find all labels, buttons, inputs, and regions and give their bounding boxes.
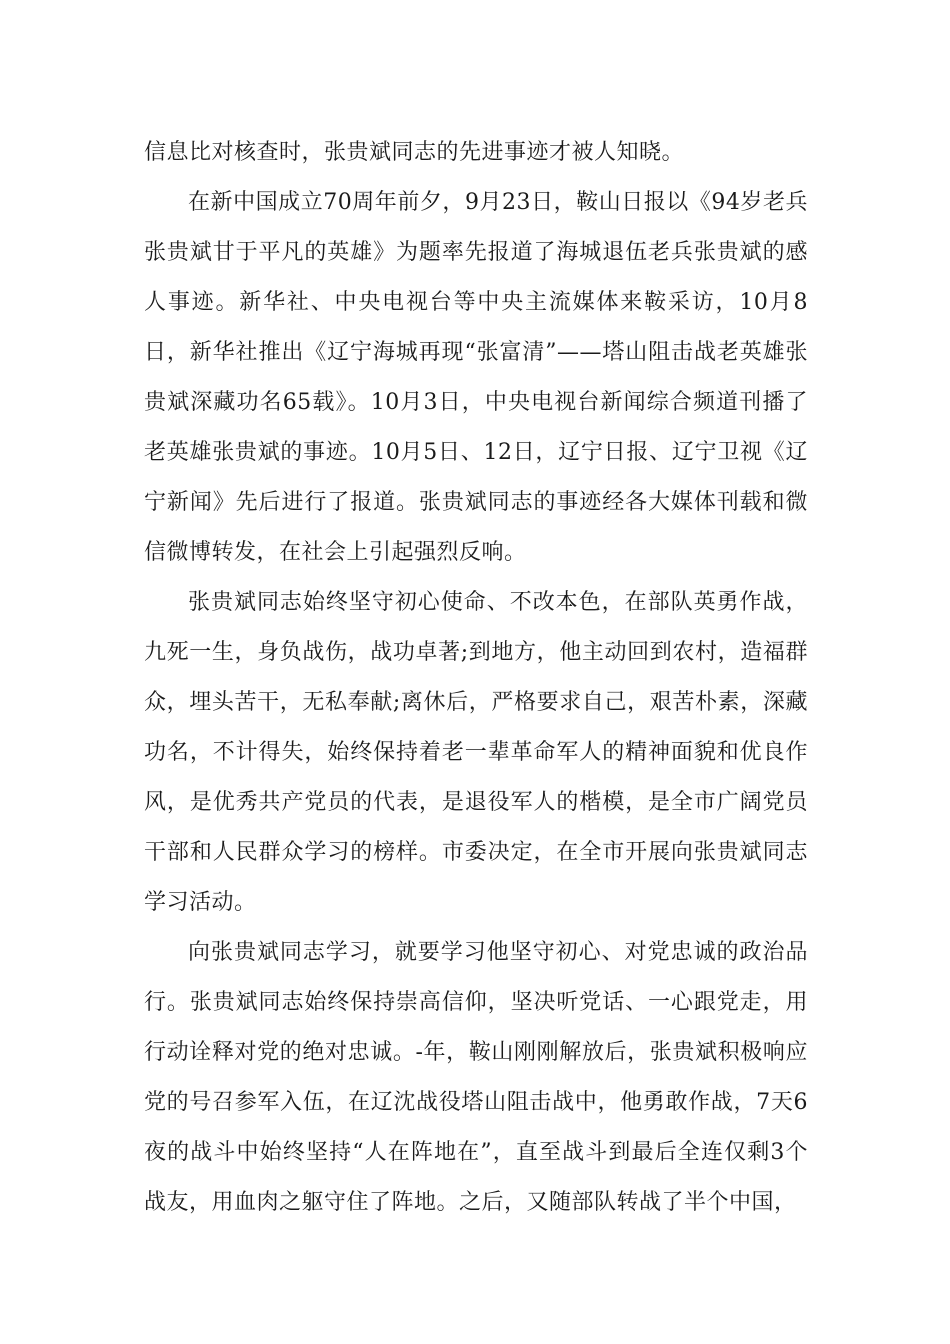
paragraph-political-character: 向张贵斌同志学习，就要学习他坚守初心、对党忠诚的政治品行。张贵斌同志始终保持崇高信仰，坚决听党话、一心跟党走，用行动诠释对党的绝对忠诚。-年，鞍山刚刚解放后，张贵斌积极响应党的号召参军入伍，在辽沈战役塔山阻击战中，他勇敢作战，7天6夜的战斗中始终坚持“人在阵地在”，直至战斗到最后全连仅剩3个战友，用血肉之躯守住了阵地。之后，又随部队转战了半个中国，	[144, 940, 808, 1215]
paragraph-continuation: 信息比对核查时，张贵斌同志的先进事迹才被人知晓。	[144, 140, 685, 165]
paragraph-media-coverage: 在新中国成立70周年前夕，9月23日，鞍山日报以《94岁老兵张贵斌甘于平凡的英雄》为题率先报道了海城退伍老兵张贵斌的感人事迹。新华社、中央电视台等中央主流媒体来鞍采访，10月8日，新华社推出《辽宁海城再现“张富清”——塔山阻击战老英雄张贵斌深藏功名65载》。10月3日，中央电视台新闻综合频道刊播了老英雄张贵斌的事迹。10月5日、12日，辽宁日报、辽宁卫视《辽宁新闻》先后进行了报道。张贵斌同志的事迹经各大媒体刊载和微信微博转发，在社会上引起强烈反响。	[144, 190, 808, 565]
document-page	[144, 128, 808, 1228]
paragraph-learning-decision: 张贵斌同志始终坚守初心使命、不改本色，在部队英勇作战，九死一生，身负战伤，战功卓著;到地方，他主动回到农村，造福群众，埋头苦干，无私奉献;离休后，严格要求自己，艰苦朴素，深藏功名，不计得失，始终保持着老一辈革命军人的精神面貌和优良作风，是优秀共产党员的代表，是退役军人的楷模，是全市广阔党员干部和人民群众学习的榜样。市委决定，在全市开展向张贵斌同志学习活动。	[144, 590, 808, 915]
